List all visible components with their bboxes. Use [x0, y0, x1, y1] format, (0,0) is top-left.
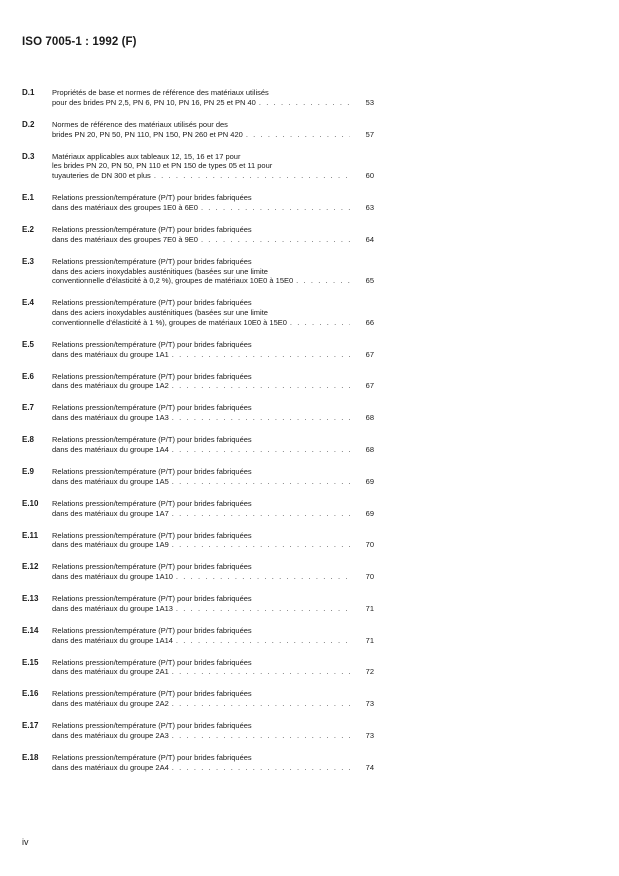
toc-entry — [22, 689, 374, 709]
toc-entry-text — [52, 403, 374, 423]
toc-entry-last-line — [52, 731, 374, 741]
toc-entry-text — [52, 467, 374, 487]
dot-leader — [176, 572, 350, 582]
dot-leader — [290, 318, 350, 328]
toc-entry-line: Relations pression/température (P/T) pour brides fabriquées — [52, 498, 252, 508]
toc-entry-line: Matériaux applicables aux tableaux 12, 15, 16 et 17 pour — [52, 151, 241, 161]
toc-entry — [22, 340, 374, 360]
toc-entry-page: 53 — [365, 97, 374, 107]
toc-entry-last-text: brides PN 20, PN 50, PN 110, PN 150, PN 260 et PN 420 — [52, 129, 243, 139]
toc-entry-number: E.4 — [22, 298, 35, 308]
toc-entry-last-text: dans des matériaux du groupe 1A13 — [52, 603, 173, 613]
toc-entry-number: E.12 — [22, 562, 39, 572]
dot-leader — [172, 413, 350, 423]
toc-entry-last-text: tuyauteries de DN 300 et plus — [52, 171, 151, 181]
toc-entry-text — [52, 721, 374, 741]
toc-entry-last-line — [52, 350, 374, 360]
toc-entry-text — [52, 120, 374, 140]
toc-entry-last-line — [52, 509, 374, 519]
toc-entry-last-text: dans des matériaux des groupes 7E0 à 9E0 — [52, 234, 198, 244]
dot-leader — [201, 235, 350, 245]
toc-entry-page: 66 — [365, 317, 374, 327]
toc-entry-number: E.10 — [22, 498, 39, 508]
dot-leader — [201, 203, 350, 213]
toc-entry-last-line — [52, 171, 374, 181]
toc-entry-last-line — [52, 572, 374, 582]
toc-entry — [22, 88, 374, 108]
toc-entry-text — [52, 689, 374, 709]
toc-entry-number: D.3 — [22, 151, 35, 161]
toc-entry — [22, 257, 374, 286]
toc-entry-last-line — [52, 445, 374, 455]
toc-entry-last-line — [52, 318, 374, 328]
toc-entry-line: Normes de référence des matériaux utilisés pour des — [52, 119, 228, 129]
dot-leader — [154, 171, 350, 181]
toc-entry-last-line — [52, 235, 374, 245]
toc-entry-text — [52, 340, 374, 360]
toc-entry-line: Relations pression/température (P/T) pour brides fabriquées — [52, 625, 252, 635]
dot-leader — [172, 763, 350, 773]
toc-entry — [22, 120, 374, 140]
toc-entry-last-line — [52, 667, 374, 677]
toc-entry — [22, 499, 374, 519]
dot-leader — [176, 604, 350, 614]
toc-entry-last-line — [52, 413, 374, 423]
toc-entry-line: Relations pression/température (P/T) pour brides fabriquées — [52, 435, 252, 445]
dot-leader — [172, 667, 350, 677]
toc-entry-line: Relations pression/température (P/T) pour brides fabriquées — [52, 562, 252, 572]
toc-entry-last-text: dans des matériaux du groupe 1A10 — [52, 572, 173, 582]
toc-entry-text — [52, 753, 374, 773]
toc-entry-page: 72 — [365, 667, 374, 677]
toc-entry-text — [52, 88, 374, 108]
toc-entry-number: E.17 — [22, 721, 39, 731]
toc-entry — [22, 467, 374, 487]
toc-entry-number: E.13 — [22, 594, 39, 604]
toc-entry-number: E.2 — [22, 224, 35, 234]
toc-entry-number: E.3 — [22, 256, 35, 266]
toc-entry-number: E.1 — [22, 193, 35, 203]
toc-entry-last-line — [52, 203, 374, 213]
toc-entry-text — [52, 193, 374, 213]
toc-entry-page: 70 — [365, 540, 374, 550]
toc-entry-last-line — [52, 636, 374, 646]
toc-entry-last-line — [52, 763, 374, 773]
dot-leader — [172, 350, 350, 360]
dot-leader — [172, 477, 350, 487]
toc-entry-line: Relations pression/température (P/T) pour brides fabriquées — [52, 594, 252, 604]
toc-entry-line: Relations pression/température (P/T) pour brides fabriquées — [52, 721, 252, 731]
toc-entry-last-text: dans des matériaux du groupe 1A14 — [52, 635, 173, 645]
toc-entry-page: 71 — [365, 603, 374, 613]
toc-entry-line: les brides PN 20, PN 50, PN 110 et PN 150 de types 05 et 11 pour — [52, 161, 273, 171]
toc-entry-page: 70 — [365, 572, 374, 582]
toc-entry-line: Relations pression/température (P/T) pour brides fabriquées — [52, 403, 252, 413]
toc-entry-number: E.11 — [22, 530, 39, 540]
dot-leader — [246, 130, 350, 140]
toc-entry-text — [52, 626, 374, 646]
toc-entry-text — [52, 225, 374, 245]
toc-entry — [22, 594, 374, 614]
toc-entry-last-text: pour des brides PN 2,5, PN 6, PN 10, PN 16, PN 25 et PN 40 — [52, 97, 256, 107]
toc-entry-last-text: dans des matériaux du groupe 2A4 — [52, 762, 169, 772]
toc-entry-last-text: dans des matériaux du groupe 2A1 — [52, 667, 169, 677]
toc-entry-number: D.1 — [22, 88, 35, 97]
toc-entry-page: 63 — [365, 202, 374, 212]
toc-entry-number: E.9 — [22, 466, 35, 476]
dot-leader — [296, 276, 350, 286]
toc-entry-last-text: dans des matériaux du groupe 2A2 — [52, 699, 169, 709]
toc-entry-text — [52, 257, 374, 286]
page-number: iv — [22, 837, 29, 847]
toc-entry-last-line — [52, 130, 374, 140]
toc-entry — [22, 435, 374, 455]
toc-entry-page: 73 — [365, 699, 374, 709]
toc-entry-last-line — [52, 604, 374, 614]
toc-entry-line: Relations pression/température (P/T) pour brides fabriquées — [52, 689, 252, 699]
toc-entry-last-line — [52, 98, 374, 108]
toc-entry-text — [52, 562, 374, 582]
toc-entry-page: 68 — [365, 445, 374, 454]
toc-entry-line: Relations pression/température (P/T) pour brides fabriquées — [52, 657, 252, 667]
toc-entry-text — [52, 499, 374, 519]
toc-entry-page: 67 — [365, 381, 374, 391]
toc-entry — [22, 403, 374, 423]
toc-entry-last-text: conventionnelle d'élasticité à 1 %), groupes de matériaux 10E0 à 15E0 — [52, 317, 287, 327]
toc-entry-page: 73 — [365, 731, 374, 741]
toc-entry-page: 74 — [365, 762, 374, 772]
toc-entry-line: Relations pression/température (P/T) pour brides fabriquées — [52, 530, 252, 540]
toc-entry — [22, 562, 374, 582]
dot-leader — [176, 636, 350, 646]
toc-entry-page: 69 — [365, 476, 374, 486]
toc-entry-last-line — [52, 276, 374, 286]
toc-entry — [22, 298, 374, 327]
toc-entry — [22, 658, 374, 678]
toc-entry-page: 60 — [365, 171, 374, 181]
toc-entry — [22, 372, 374, 392]
toc-entry-last-line — [52, 477, 374, 487]
toc-entry — [22, 193, 374, 213]
toc-entry-number: E.5 — [22, 339, 35, 349]
toc-entry-page: 65 — [365, 276, 374, 286]
toc-entry — [22, 721, 374, 741]
toc-entry-last-text: dans des matériaux des groupes 1E0 à 6E0 — [52, 202, 198, 212]
toc-entry — [22, 531, 374, 551]
toc-entry-text — [52, 435, 374, 455]
toc-entry-text — [52, 531, 374, 551]
toc-entry-last-text: conventionnelle d'élasticité à 0,2 %), groupes de matériaux 10E0 à 15E0 — [52, 276, 294, 286]
toc-entry — [22, 152, 374, 181]
toc-entry-line: Relations pression/température (P/T) pour brides fabriquées — [52, 753, 252, 763]
toc-entry-line: Relations pression/température (P/T) pour brides fabriquées — [52, 256, 252, 266]
toc-entry-line: dans des aciers inoxydables austénitiques (basées sur une limite — [52, 266, 268, 276]
toc-entry-number: E.8 — [22, 435, 35, 445]
dot-leader — [172, 445, 350, 455]
toc-entry-line: Relations pression/température (P/T) pour brides fabriquées — [52, 224, 252, 234]
toc-entry-number: E.14 — [22, 625, 39, 635]
toc-entry-text — [52, 594, 374, 614]
toc-entry-page: 67 — [365, 349, 374, 359]
toc-entry-page: 64 — [365, 234, 374, 244]
toc-entry-line: Relations pression/température (P/T) pour brides fabriquées — [52, 193, 252, 203]
toc-entry-number: E.7 — [22, 403, 35, 413]
dot-leader — [172, 509, 350, 519]
toc-entry-page: 68 — [365, 413, 374, 423]
dot-leader — [172, 699, 350, 709]
toc-entry — [22, 753, 374, 773]
toc-entry-text — [52, 298, 374, 327]
toc-entry-text — [52, 658, 374, 678]
toc-entry-last-text: dans des matériaux du groupe 2A3 — [52, 731, 169, 741]
toc-entry-number: E.18 — [22, 753, 39, 763]
dot-leader — [172, 381, 350, 391]
toc-entry-last-line — [52, 381, 374, 391]
table-of-contents — [22, 88, 374, 785]
toc-entry-line: Propriétés de base et normes de référence des matériaux utilisés — [52, 88, 269, 97]
toc-entry-page: 69 — [365, 508, 374, 518]
toc-entry-last-line — [52, 699, 374, 709]
toc-entry-last-text: dans des matériaux du groupe 1A7 — [52, 508, 169, 518]
document-header: ISO 7005-1 : 1992 (F) — [22, 36, 137, 48]
toc-entry-number: E.15 — [22, 657, 39, 667]
dot-leader — [259, 98, 350, 108]
toc-entry-number: E.6 — [22, 371, 35, 381]
toc-entry-last-text: dans des matériaux du groupe 1A9 — [52, 540, 169, 550]
toc-entry-line: Relations pression/température (P/T) pour brides fabriquées — [52, 339, 252, 349]
toc-entry-text — [52, 152, 374, 181]
toc-entry-line: Relations pression/température (P/T) pour brides fabriquées — [52, 298, 252, 308]
toc-entry-last-text: dans des matériaux du groupe 1A2 — [52, 381, 169, 391]
toc-entry-line: Relations pression/température (P/T) pour brides fabriquées — [52, 371, 252, 381]
dot-leader — [172, 731, 350, 741]
toc-entry-last-text: dans des matériaux du groupe 1A4 — [52, 445, 169, 454]
toc-entry-last-line — [52, 540, 374, 550]
toc-entry-page: 57 — [365, 129, 374, 139]
toc-entry-last-text: dans des matériaux du groupe 1A1 — [52, 349, 169, 359]
toc-entry-number: E.16 — [22, 689, 39, 699]
toc-entry-number: D.2 — [22, 119, 35, 129]
toc-entry — [22, 225, 374, 245]
toc-entry-last-text: dans des matériaux du groupe 1A3 — [52, 413, 169, 423]
dot-leader — [172, 540, 350, 550]
toc-entry-last-text: dans des matériaux du groupe 1A5 — [52, 476, 169, 486]
toc-entry-line: dans des aciers inoxydables austénitiques (basées sur une limite — [52, 308, 268, 318]
toc-entry-page: 71 — [365, 635, 374, 645]
toc-entry — [22, 626, 374, 646]
toc-entry-line: Relations pression/température (P/T) pour brides fabriquées — [52, 466, 252, 476]
toc-entry-text — [52, 372, 374, 392]
